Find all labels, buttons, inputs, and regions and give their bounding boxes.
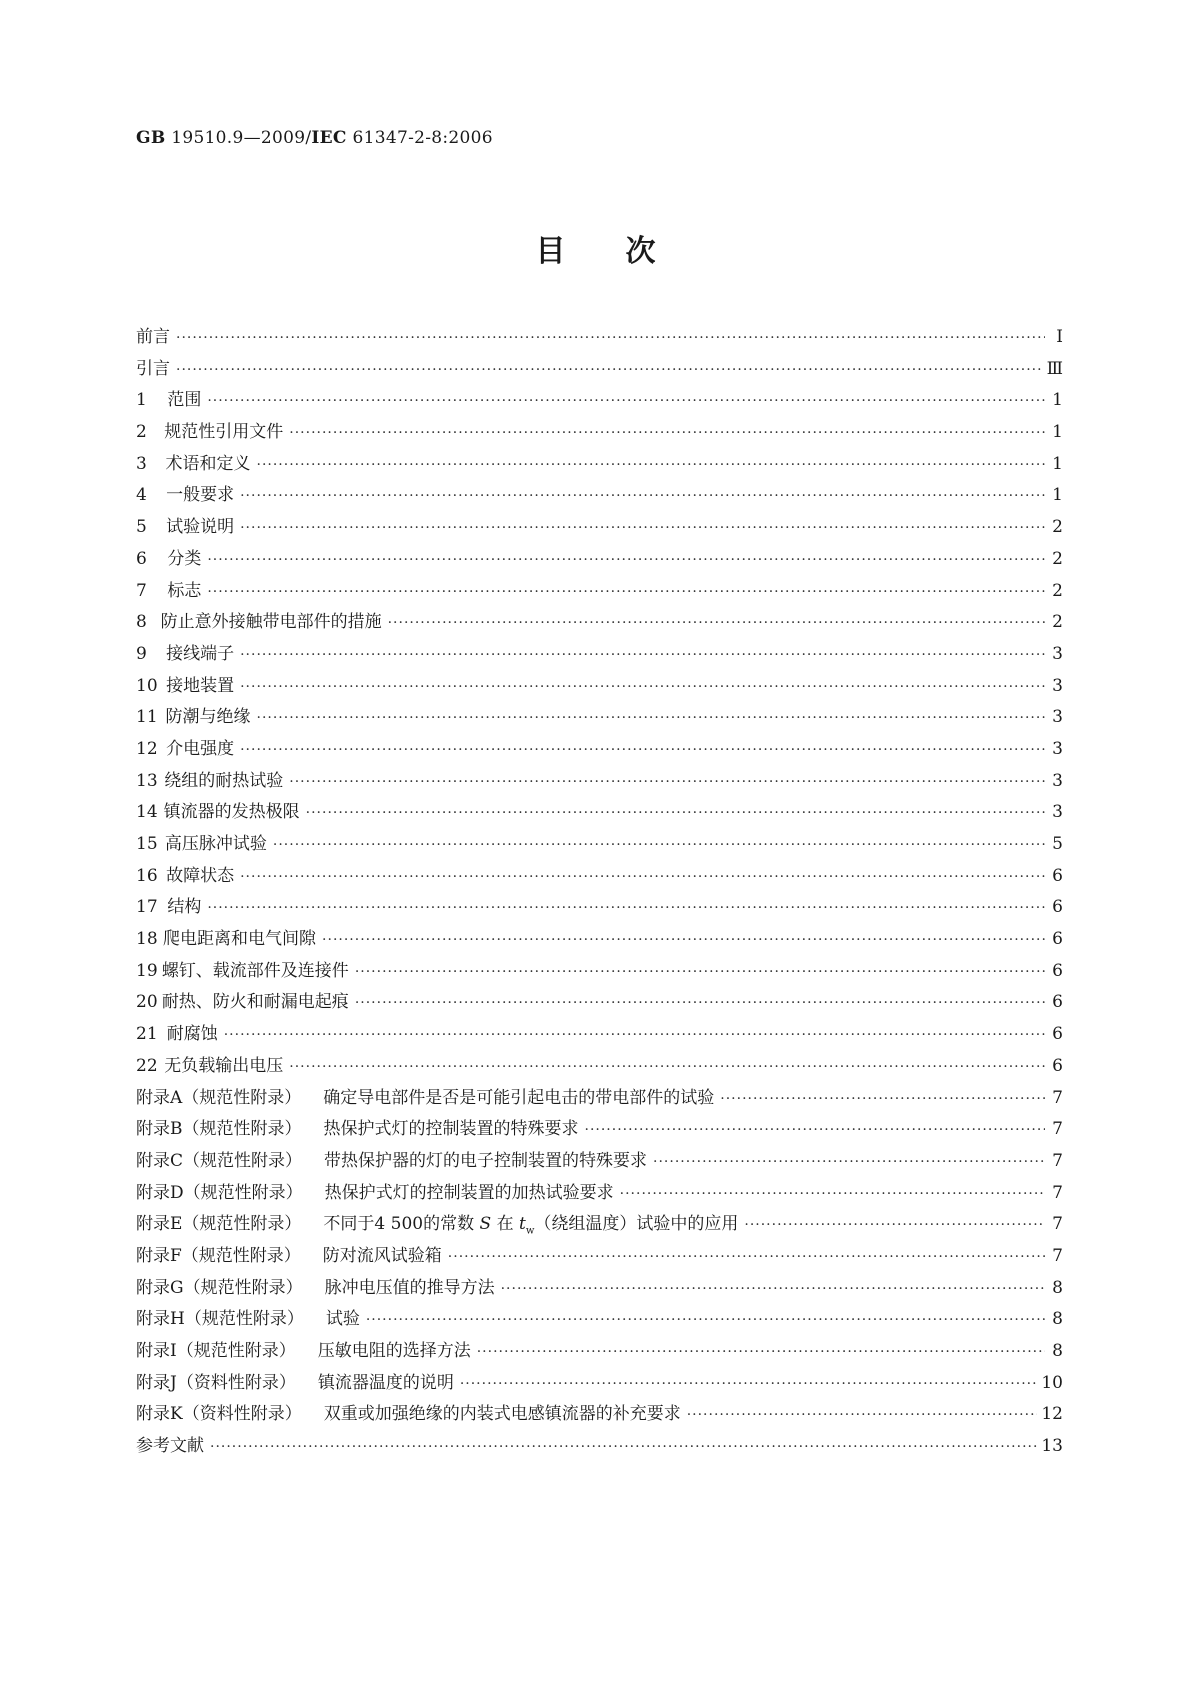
toc-page: 5 <box>1052 834 1063 854</box>
toc-row-clause[interactable] <box>136 987 1063 1019</box>
annex-title-part: （绕组温度）试验中的应用 <box>534 1214 739 1235</box>
toc-page: 10 <box>1041 1372 1063 1393</box>
toc-label: 接线端子 <box>166 643 235 664</box>
leader-dots <box>240 869 1045 885</box>
toc-label: 试验说明 <box>166 517 235 538</box>
leader-dots <box>501 1281 1045 1297</box>
iec-prefix: IEC <box>311 128 347 148</box>
standard-code-header <box>136 128 493 148</box>
toc-label: 分类 <box>167 548 202 569</box>
leader-dots <box>687 1407 1038 1423</box>
leader-dots <box>306 805 1045 821</box>
annex-prefix: 附录I（规范性附录） <box>136 1341 296 1361</box>
toc-page: 3 <box>1052 770 1063 791</box>
annex-prefix: 附录A（规范性附录） <box>136 1087 302 1108</box>
leader-dots <box>366 1312 1045 1328</box>
symbol-s: S <box>479 1214 492 1235</box>
toc-page: 1 <box>1052 390 1063 411</box>
toc-page: 6 <box>1052 960 1063 981</box>
toc-row-clause[interactable] <box>136 861 1063 893</box>
leader-dots <box>720 1091 1045 1107</box>
leader-dots <box>240 679 1045 695</box>
leader-dots <box>355 964 1045 980</box>
toc-page: 2 <box>1052 580 1063 601</box>
toc-page: 6 <box>1052 1055 1063 1076</box>
gb-number: 19510.9—2009/ <box>171 128 312 148</box>
toc-row-annex-k[interactable] <box>136 1399 1063 1431</box>
toc-page: 13 <box>1041 1436 1063 1457</box>
annex-prefix: 附录H（规范性附录） <box>136 1309 304 1330</box>
gb-prefix: GB <box>136 128 166 148</box>
iec-number: 61347-2-8:2006 <box>352 128 493 148</box>
leader-dots <box>224 1027 1045 1043</box>
toc-label: 范围 <box>167 390 202 411</box>
annex-prefix: 附录D（规范性附录） <box>136 1182 303 1203</box>
toc-page: 7 <box>1052 1214 1063 1235</box>
toc-page: Ⅰ <box>1056 327 1063 347</box>
leader-dots <box>273 837 1045 853</box>
annex-title: 带热保护器的灯的电子控制装置的特殊要求 <box>324 1150 648 1171</box>
annex-title <box>323 1209 738 1236</box>
toc-label: 介电强度 <box>166 738 235 759</box>
toc-page: 6 <box>1052 897 1063 918</box>
toc-row-clause[interactable] <box>136 480 1063 512</box>
leader-dots <box>240 520 1045 536</box>
toc-page: 12 <box>1041 1404 1063 1425</box>
toc-row-annex-h[interactable] <box>136 1304 1063 1336</box>
toc-row-annex-b[interactable] <box>136 1114 1063 1146</box>
toc-number: 5 <box>136 517 147 538</box>
annex-prefix: 附录J（资料性附录） <box>136 1372 296 1393</box>
leader-dots <box>240 742 1045 758</box>
toc-number: 2 <box>136 422 147 443</box>
leader-dots <box>460 1376 1038 1392</box>
toc-label: 绕组的耐热试验 <box>164 770 284 791</box>
toc-row-clause[interactable] <box>136 449 1063 481</box>
toc-label: 规范性引用文件 <box>164 422 284 443</box>
annex-title: 热保护式灯的控制装置的特殊要求 <box>323 1119 579 1140</box>
toc-page: 7 <box>1052 1150 1063 1171</box>
toc-row-clause[interactable] <box>136 639 1063 671</box>
toc-number: 12 <box>136 738 158 759</box>
toc-row-clause[interactable] <box>136 702 1063 734</box>
leader-dots <box>289 1059 1045 1075</box>
toc-page: Ⅲ <box>1046 358 1063 379</box>
leader-dots <box>289 425 1045 441</box>
leader-dots <box>207 552 1045 568</box>
toc-number: 3 <box>136 453 147 474</box>
toc-page: 6 <box>1052 1024 1063 1045</box>
annex-title: 热保护式灯的控制装置的加热试验要求 <box>324 1182 614 1203</box>
leader-dots <box>257 710 1046 726</box>
toc-row-clause[interactable] <box>136 892 1063 924</box>
toc-label: 防潮与绝缘 <box>165 707 251 728</box>
annex-prefix: 附录F（规范性附录） <box>136 1245 301 1266</box>
page-title: 目次 <box>535 234 716 269</box>
toc-label: 螺钉、载流部件及连接件 <box>161 960 349 981</box>
toc-label: 前言 <box>136 327 170 347</box>
leader-dots <box>322 932 1045 948</box>
annex-title: 确定导电部件是否是可能引起电击的带电部件的试验 <box>323 1087 715 1108</box>
toc-page: 3 <box>1052 802 1063 823</box>
toc-label: 高压脉冲试验 <box>164 834 267 854</box>
toc-page: 1 <box>1052 453 1063 474</box>
toc-number: 15 <box>136 834 158 854</box>
toc-row-clause[interactable] <box>136 512 1063 544</box>
toc-page: 1 <box>1052 485 1063 506</box>
toc-row-clause[interactable] <box>136 1051 1063 1083</box>
toc-page: 3 <box>1052 707 1063 728</box>
annex-title: 双重或加强绝缘的内装式电感镇流器的补充要求 <box>323 1404 681 1425</box>
toc-page: 2 <box>1052 517 1063 538</box>
toc-page: 3 <box>1052 643 1063 664</box>
toc-label: 防止意外接触带电部件的措施 <box>160 612 382 633</box>
leader-dots <box>355 995 1045 1011</box>
toc-row-annex-f[interactable] <box>136 1241 1063 1273</box>
toc-number: 1 <box>136 390 147 411</box>
leader-dots <box>207 393 1045 409</box>
leader-dots <box>240 647 1045 663</box>
toc-row-clause[interactable] <box>136 766 1063 798</box>
toc-row-annex-c[interactable] <box>136 1146 1063 1178</box>
leader-dots <box>289 774 1045 790</box>
toc-page: 7 <box>1052 1245 1063 1266</box>
toc-number: 6 <box>136 548 147 569</box>
toc-number: 18 <box>136 929 158 950</box>
toc-page: 2 <box>1052 612 1063 633</box>
toc-page: 7 <box>1052 1119 1063 1140</box>
symbol-t: t <box>518 1214 526 1235</box>
toc-row-clause[interactable] <box>136 576 1063 608</box>
leader-dots <box>620 1186 1045 1202</box>
toc-row-clause[interactable] <box>136 734 1063 766</box>
toc-row-clause[interactable] <box>136 417 1063 449</box>
toc-page: 2 <box>1052 548 1063 569</box>
annex-title: 压敏电阻的选择方法 <box>317 1341 471 1361</box>
toc-number: 7 <box>136 580 147 601</box>
toc-number: 22 <box>136 1055 158 1076</box>
toc-number: 19 <box>136 960 158 981</box>
toc-page: 6 <box>1052 992 1063 1013</box>
toc-page: 1 <box>1052 422 1063 443</box>
toc-row-annex-i[interactable] <box>136 1336 1063 1368</box>
toc-row-introduction[interactable] <box>136 354 1063 386</box>
toc-number: 9 <box>136 643 147 664</box>
leader-dots <box>477 1344 1045 1360</box>
toc-row-foreword[interactable] <box>136 322 1063 354</box>
toc-number: 13 <box>136 770 158 791</box>
leader-dots <box>207 584 1045 600</box>
toc-page: 8 <box>1052 1341 1063 1361</box>
toc-row-annex-d[interactable] <box>136 1178 1063 1210</box>
toc-row-references[interactable] <box>136 1431 1063 1463</box>
leader-dots <box>176 362 1043 378</box>
leader-dots <box>240 488 1045 504</box>
leader-dots <box>388 615 1045 631</box>
toc-row-annex-a[interactable] <box>136 1083 1063 1115</box>
toc-row-clause[interactable] <box>136 544 1063 576</box>
toc-label: 标志 <box>167 580 202 601</box>
toc-label: 参考文献 <box>136 1436 204 1457</box>
annex-prefix: 附录B（规范性附录） <box>136 1119 302 1140</box>
toc-label: 结构 <box>167 897 202 918</box>
toc-label: 镇流器的发热极限 <box>163 802 300 823</box>
toc-number: 14 <box>136 802 158 823</box>
toc-row-clause[interactable] <box>136 797 1063 829</box>
annex-prefix: 附录C（规范性附录） <box>136 1150 303 1171</box>
toc-row-annex-e[interactable] <box>136 1209 1063 1241</box>
toc-label: 引言 <box>136 358 170 379</box>
leader-dots <box>257 457 1046 473</box>
toc-number: 4 <box>136 485 147 506</box>
toc-number: 20 <box>136 992 158 1013</box>
toc-number: 17 <box>136 897 158 918</box>
leader-dots <box>653 1154 1045 1170</box>
leader-dots <box>176 330 1045 346</box>
leader-dots <box>448 1249 1045 1265</box>
annex-title: 试验 <box>325 1309 360 1330</box>
leader-dots <box>585 1122 1046 1138</box>
leader-dots <box>207 900 1045 916</box>
toc-page: 3 <box>1052 675 1063 696</box>
leader-dots <box>744 1217 1045 1233</box>
toc-row-annex-g[interactable] <box>136 1273 1063 1305</box>
toc-page: 8 <box>1052 1309 1063 1330</box>
toc-page: 8 <box>1052 1277 1063 1298</box>
toc-label: 耐腐蚀 <box>166 1024 218 1045</box>
toc-number: 8 <box>136 612 147 633</box>
toc-row-annex-j[interactable] <box>136 1368 1063 1400</box>
toc-number: 21 <box>136 1024 158 1045</box>
annex-prefix: 附录K（资料性附录） <box>136 1404 302 1425</box>
leader-dots <box>210 1439 1037 1455</box>
toc-page: 7 <box>1052 1182 1063 1203</box>
toc-label: 术语和定义 <box>165 453 251 474</box>
toc-row-clause[interactable] <box>136 956 1063 988</box>
annex-title-part: 不同于4 500的常数 <box>323 1214 475 1235</box>
symbol-w-subscript: w <box>525 1225 535 1237</box>
annex-title-part: 在 <box>496 1214 514 1235</box>
toc-label: 接地装置 <box>166 675 235 696</box>
toc-row-clause[interactable] <box>136 671 1063 703</box>
annex-title: 镇流器温度的说明 <box>317 1372 454 1393</box>
annex-title: 脉冲电压值的推导方法 <box>324 1277 495 1298</box>
toc-page: 7 <box>1052 1087 1063 1108</box>
toc-row-clause[interactable] <box>136 385 1063 417</box>
toc-row-clause[interactable] <box>136 829 1063 861</box>
toc-label: 故障状态 <box>166 865 235 886</box>
annex-title: 防对流风试验箱 <box>322 1245 442 1266</box>
annex-prefix: 附录G（规范性附录） <box>136 1277 303 1298</box>
table-of-contents <box>136 322 1063 1463</box>
toc-row-clause[interactable] <box>136 924 1063 956</box>
toc-label: 爬电距离和电气间隙 <box>163 929 317 950</box>
toc-label: 一般要求 <box>166 485 235 506</box>
toc-row-clause[interactable] <box>136 607 1063 639</box>
toc-label: 耐热、防火和耐漏电起痕 <box>161 992 349 1013</box>
toc-page: 6 <box>1052 929 1063 950</box>
toc-page: 3 <box>1052 738 1063 759</box>
toc-row-clause[interactable] <box>136 1019 1063 1051</box>
toc-page: 6 <box>1052 865 1063 886</box>
annex-prefix: 附录E（规范性附录） <box>136 1214 302 1235</box>
toc-number: 16 <box>136 865 158 886</box>
toc-label: 无负载输出电压 <box>164 1055 284 1076</box>
toc-number: 10 <box>136 675 158 696</box>
toc-number: 11 <box>136 707 158 728</box>
